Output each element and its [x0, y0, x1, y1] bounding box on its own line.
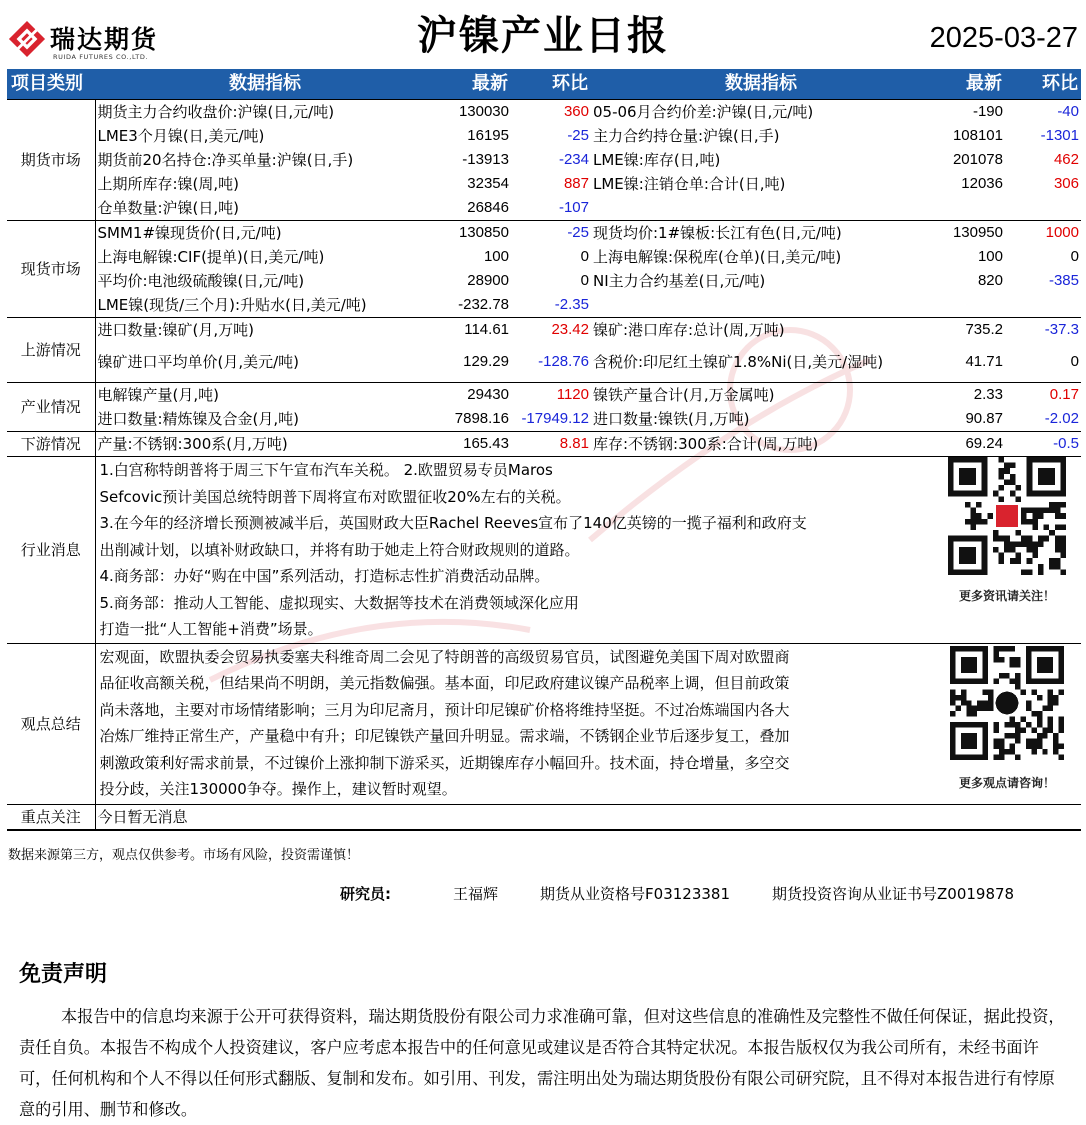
category-label: 上游情况 — [7, 318, 95, 383]
column-header: 项目类别 — [7, 69, 95, 100]
category-label: 产业情况 — [7, 383, 95, 432]
text-line: 5.商务部：推动人工智能、虚拟现实、大数据等技术在消费领域深化应用 — [99, 593, 579, 612]
metric-name: 上海电解镍:CIF(提单)(日,美元/吨) — [97, 248, 325, 266]
change-value: -107 — [558, 199, 589, 216]
text-line: 3.在今年的经济增长预测被减半后，英国财政大臣Rachel Reeves宣布了140亿英镑的一揽子福利和政府支 — [99, 514, 807, 532]
metric-name: 镍矿:港口库存:总计(周,万吨) — [591, 318, 931, 343]
metric-name: 现货均价:1#镍板:长江有色(日,元/吨) — [591, 221, 931, 246]
change-value: -37.3 — [1005, 318, 1081, 343]
change-value — [1005, 293, 1081, 318]
change-value: -234 — [558, 151, 589, 168]
table-row — [7, 383, 1081, 408]
text-line: 刺激政策利好需求前景，不过镍价上涨抑制下游采买，近期镍库存小幅回升。技术面，持仓增量，多空交 — [99, 753, 790, 772]
metric-name: LME镍:注销仓单:合计(日,吨) — [593, 175, 786, 193]
text-line: 冶炼厂维持正常生产，产量稳中有升；印尼镍铁产量回升明显。需求端，不锈钢企业节后逐步复工，叠加 — [99, 727, 790, 745]
table-row — [7, 342, 1081, 383]
column-header: 环比 — [1005, 69, 1081, 100]
latest-value: 165.43 — [435, 432, 511, 457]
metric-name: 期货主力合约收盘价:沪镍(日,元/吨) — [95, 100, 435, 125]
change-value: 0 — [580, 248, 589, 265]
latest-value: 201078 — [952, 151, 1003, 168]
researcher-line — [340, 883, 1014, 904]
latest-value: 12036 — [961, 175, 1003, 192]
change-value: 8.81 — [511, 432, 591, 457]
latest-value: 90.87 — [965, 410, 1003, 427]
text-line: 品征收高额关税，但结果尚不明朗，美元指数偏强。基本面，印尼政府建议镍产品税率上调，但目前政策 — [99, 674, 790, 692]
view-text — [98, 644, 1080, 803]
news-content — [95, 457, 1081, 644]
metric-name — [591, 196, 931, 221]
change-value: -25 — [511, 221, 591, 246]
metric-name: SMM1#镍现货价(日,元/吨) — [95, 221, 435, 246]
latest-value: 7898.16 — [454, 410, 509, 427]
change-value: 887 — [563, 175, 589, 192]
news-row — [7, 457, 1081, 644]
change-value: 1000 — [1005, 221, 1081, 246]
risk-note: 数据来源第三方，观点仅供参考。市场有风险，投资需谨慎！ — [8, 848, 360, 863]
metric-name: 上期所库存:镍(周,吨) — [97, 175, 240, 193]
category-label: 下游情况 — [7, 432, 95, 457]
text-line: 尚未落地，主要对市场情绪影响；三月为印尼斋月，预计印尼镍矿价格将维持坚挺。不过冶炼端国内各大 — [99, 700, 790, 719]
metric-name: 进口数量:镍铁(月,万吨) — [593, 410, 750, 428]
metric-name: 电解镍产量(月,吨) — [95, 383, 435, 408]
text-line: 打造一批“人工智能+消费”场景。 — [99, 620, 323, 638]
metric-name: 镍铁产量合计(月,万金属吨) — [591, 383, 931, 408]
table-row — [7, 172, 1081, 196]
metric-name: 平均价:电池级硫酸镍(日,元/吨) — [97, 272, 305, 290]
news-qr-block — [937, 457, 1077, 607]
focus-row — [7, 804, 1081, 830]
latest-value: 2.33 — [931, 383, 1005, 408]
change-value: -2.35 — [554, 296, 589, 313]
latest-value: 28900 — [467, 272, 509, 289]
metric-name: 主力合约持仓量:沪镍(日,手) — [593, 127, 780, 145]
category-label: 期货市场 — [7, 100, 95, 221]
table-row — [7, 269, 1081, 293]
latest-value: 69.24 — [931, 432, 1005, 457]
metric-name: 产量:不锈钢:300系(月,万吨) — [95, 432, 435, 457]
category-label: 行业消息 — [7, 457, 95, 644]
change-value: 462 — [1053, 151, 1079, 168]
change-value: -17949.12 — [521, 410, 589, 427]
metric-name: 05-06月合约价差:沪镍(日,元/吨) — [591, 100, 931, 125]
logo-subtext: RUIDA FUTURES CO.,LTD. — [53, 53, 149, 61]
view-qr-block — [937, 644, 1077, 794]
change-value: -385 — [1048, 272, 1079, 289]
latest-value: 130030 — [435, 100, 511, 125]
researcher-label: 研究员: — [340, 885, 391, 903]
latest-value — [931, 293, 1005, 318]
latest-value: 100 — [483, 248, 509, 265]
metric-name: LME3个月镍(日,美元/吨) — [97, 127, 265, 145]
latest-value — [931, 196, 1005, 221]
column-header: 数据指标 — [95, 69, 435, 100]
table-row — [7, 407, 1081, 432]
change-value: -2.02 — [1044, 410, 1079, 427]
latest-value: -190 — [931, 100, 1005, 125]
change-value: 306 — [1053, 175, 1079, 192]
qr-caption: 更多观点请咨询！ — [958, 775, 1055, 790]
consult-license-number: 期货投资咨询从业证书号Z0019878 — [772, 885, 1015, 903]
qr-caption: 更多资讯请关注！ — [958, 589, 1055, 603]
column-header: 最新 — [435, 69, 511, 100]
change-value: 0 — [580, 272, 589, 289]
text-line: 1.白宫称特朗普将于周三下午宣布汽车关税。 2.欧盟贸易专员Maros — [99, 461, 553, 479]
change-value: 23.42 — [511, 318, 591, 343]
disclaimer-text: 本报告中的信息均来源于公开可获得资料，瑞达期货股份有限公司力求准确可靠，但对这些信息的准确性及完整性不做任何保证，据此投资，责任自负。本报告不构成个人投资建议，客户应考虑本报告中的任何意见或建议是否符合其特定状况。本报告版权仅为我公司所有，未经书面许可，任何机构和个人不得以任何形式翻版、复制和发布。如引用、刊发，需注明出处为瑞达期货股份有限公司研究院，且不得对本报告进行有悖原意的引用、删节和修改。 — [19, 1007, 1065, 1119]
news-text — [98, 457, 1080, 643]
change-value: -25 — [567, 127, 589, 144]
latest-value: -232.78 — [458, 296, 509, 313]
wechat-qr-code-icon — [950, 644, 1064, 762]
table-row — [7, 100, 1081, 125]
latest-value: 41.71 — [965, 353, 1003, 370]
category-label: 现货市场 — [7, 221, 95, 318]
table-row — [7, 432, 1081, 457]
metric-name: 期货前20名持仓:净买单量:沪镍(日,手) — [97, 151, 354, 169]
license-number: 期货从业资格号F03123381 — [540, 885, 730, 903]
metric-name: 进口数量:镍矿(月,万吨) — [95, 318, 435, 343]
latest-value: 32354 — [467, 175, 509, 192]
focus-text: 今日暂无消息 — [95, 804, 1081, 830]
metric-name: 库存:不锈钢:300系:合计(周,万吨) — [591, 432, 931, 457]
text-line: Sefcovic预计美国总统特朗普下周将宣布对欧盟征收20%左右的关税。 — [99, 487, 571, 506]
latest-value: 100 — [977, 248, 1003, 265]
table-row — [7, 221, 1081, 246]
table-row — [7, 148, 1081, 172]
latest-value: 130950 — [931, 221, 1005, 246]
category-label: 观点总结 — [7, 643, 95, 804]
change-value: 0 — [1070, 248, 1079, 265]
table-row — [7, 245, 1081, 269]
metric-name: LME镍(现货/三个月):升贴水(日,美元/吨) — [97, 296, 367, 314]
change-value: 0.17 — [1005, 383, 1081, 408]
researcher-name: 王福辉 — [453, 885, 499, 903]
latest-value: -13913 — [462, 151, 509, 168]
view-row — [7, 643, 1081, 804]
latest-value: 114.61 — [435, 318, 511, 343]
latest-value: 130850 — [435, 221, 511, 246]
table-row — [7, 124, 1081, 148]
metric-name: 含税价:印尼红土镍矿1.8%Ni(日,美元/湿吨) — [593, 352, 884, 371]
table-row — [7, 196, 1081, 221]
table-header-row — [7, 69, 1081, 100]
view-content — [95, 643, 1081, 804]
latest-value: 26846 — [467, 199, 509, 216]
text-line: 宏观面，欧盟执委会贸易执委塞夫科维奇周二会见了特朗普的高级贸易官员，试图避免美国下周对欧盟商 — [99, 647, 790, 666]
latest-value: 129.29 — [463, 353, 509, 370]
metric-name: 镍矿进口平均单价(月,美元/吨) — [97, 353, 300, 371]
table-row — [7, 293, 1081, 318]
change-value: 360 — [511, 100, 591, 125]
report-date: 2025-03-27 — [929, 22, 1078, 54]
metric-name: 进口数量:精炼镍及合金(月,吨) — [97, 410, 300, 428]
change-value: 0 — [1070, 353, 1079, 370]
column-header: 数据指标 — [591, 69, 931, 100]
change-value: -1301 — [1040, 127, 1079, 144]
latest-value: 820 — [977, 272, 1003, 289]
change-value: -128.76 — [538, 353, 589, 370]
metric-name: LME镍:库存(日,吨) — [593, 151, 721, 169]
column-header: 环比 — [511, 69, 591, 100]
metric-name — [591, 293, 931, 318]
page-title: 沪镍产业日报 — [417, 13, 669, 59]
metric-name: 上海电解镍:保税库(仓单)(日,美元/吨) — [593, 248, 842, 266]
text-line: 4.商务部：办好“购在中国”系列活动，打造标志性扩消费活动品牌。 — [99, 567, 550, 585]
change-value — [1005, 196, 1081, 221]
column-header: 最新 — [931, 69, 1005, 100]
change-value: -40 — [1005, 100, 1081, 125]
change-value: -0.5 — [1005, 432, 1081, 457]
latest-value: 108101 — [952, 127, 1003, 144]
qr-code-icon — [946, 457, 1068, 575]
text-line: 投分歧，关注130000争夺。操作上，建议暂时观望。 — [99, 780, 457, 798]
latest-value: 735.2 — [931, 318, 1005, 343]
latest-value: 29430 — [435, 383, 511, 408]
disclaimer-title: 免责声明 — [19, 962, 108, 987]
logo-text: 瑞达期货 — [50, 25, 159, 54]
table-row — [7, 318, 1081, 343]
metric-name: 仓单数量:沪镍(日,吨) — [97, 199, 240, 217]
text-line: 出削减计划，以填补财政缺口，并将有助于她走上符合财政规则的道路。 — [99, 540, 580, 559]
change-value: 1120 — [511, 383, 591, 408]
metric-name: NI主力合约基差(日,元/吨) — [593, 272, 766, 290]
latest-value: 16195 — [467, 127, 509, 144]
data-table — [7, 69, 1081, 831]
category-label: 重点关注 — [7, 804, 95, 830]
